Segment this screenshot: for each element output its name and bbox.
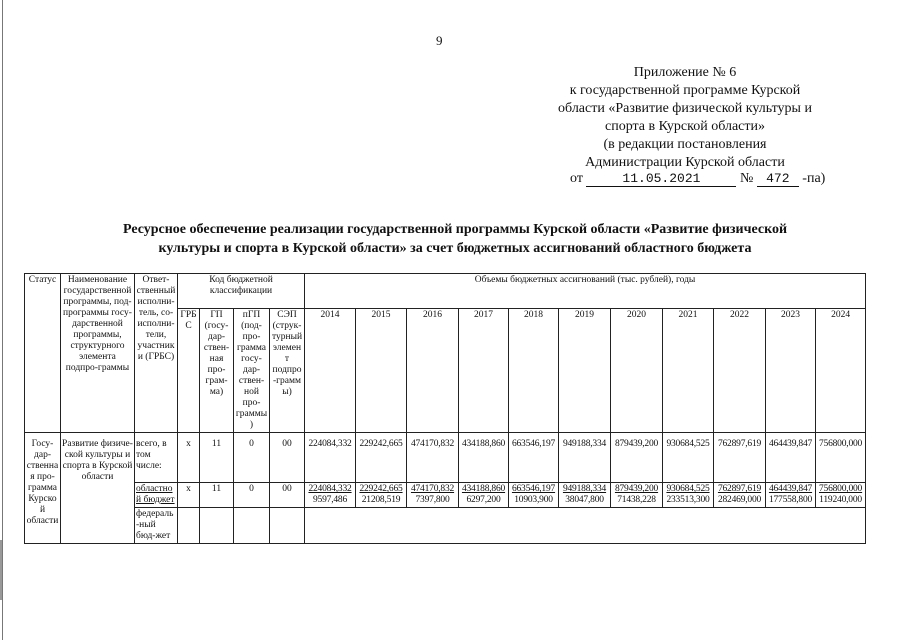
header-year: 2024	[816, 309, 866, 433]
page-edge-mark	[0, 540, 2, 600]
header-grbs: ГРБС	[178, 309, 200, 433]
cell-sep: 00	[270, 433, 305, 483]
resource-table	[24, 273, 866, 544]
cell-value-stack	[305, 483, 356, 508]
regional-value: 756800,000	[818, 484, 863, 494]
cell-value-stack	[766, 483, 816, 508]
header-budget-code: Код бюджетной классификации	[178, 274, 305, 309]
federal-value: 7397,800	[415, 495, 450, 505]
header-pgp: пГП (под-про-грамма госу-дар-ствен-ной про-граммы)	[234, 309, 270, 433]
regional-value: 930684,525	[666, 484, 710, 494]
page-number: 9	[436, 33, 443, 48]
appendix-block	[520, 64, 850, 172]
appendix-line: Приложение № 6	[633, 65, 737, 80]
source-label: всего, в том числе:	[135, 433, 178, 483]
cell-value-stack	[509, 483, 559, 508]
table-row	[25, 483, 866, 508]
cell-grbs	[178, 508, 200, 544]
regional-value: 464439,847	[768, 484, 813, 494]
cell-sep: 00	[270, 483, 305, 508]
header-name: Наименование государственной программы, под-программы госу-дарственной программы, структурного элемента подпро-граммы	[61, 274, 135, 433]
federal-value: 233513,300	[666, 495, 710, 505]
header-gp: ГП (госу-дар-ствен-ная про-грам-ма)	[200, 309, 234, 433]
appendix-line: (в редакции постановления	[603, 137, 767, 152]
cell-pgp: 0	[234, 433, 270, 483]
cell-value: 756800,000	[816, 433, 866, 483]
cell-grbs: х	[178, 433, 200, 483]
regional-value: 224084,332	[308, 484, 352, 494]
federal-value: 282469,000	[717, 495, 762, 505]
cell-value: 474170,832	[407, 433, 459, 483]
cell-gp: 11	[200, 433, 234, 483]
page-edge-line	[2, 0, 3, 640]
federal-value: 38047,800	[565, 495, 604, 505]
cell-value: 663546,197	[509, 433, 559, 483]
header-executor: Ответ-ственный исполни-тель, со-исполни-тели, участники (ГРБС)	[135, 274, 178, 433]
number-suffix: -па)	[802, 171, 826, 186]
cell-value: 434188,860	[459, 433, 509, 483]
federal-value: 119240,000	[819, 495, 862, 505]
header-year: 2017	[459, 309, 509, 433]
cell-value-stack	[356, 483, 407, 508]
federal-value: 21208,519	[361, 495, 401, 505]
cell-value: 930684,525	[663, 433, 714, 483]
cell-value: 229242,665	[356, 433, 407, 483]
header-year: 2023	[766, 309, 816, 433]
resolution-date: 11.05.2021	[586, 171, 736, 187]
number-label: №	[739, 171, 754, 186]
title-line: культуры и спорта в Курской области» за счет бюджетных ассигнований областного бюджета	[158, 241, 752, 256]
cell-value-stack	[611, 483, 663, 508]
federal-value: 71438,228	[617, 495, 656, 505]
regional-value: 949188,334	[562, 484, 607, 494]
header-year: 2019	[559, 309, 611, 433]
title-line: Ресурсное обеспечение реализации государственной программы Курской области «Развитие физической	[122, 222, 788, 237]
regional-value: 434188,860	[461, 484, 506, 494]
row-status: Госу-дар-ственная про-грамма Курской области	[25, 433, 61, 544]
header-year: 2022	[714, 309, 766, 433]
federal-value: 10903,900	[514, 495, 553, 505]
header-year: 2014	[305, 309, 356, 433]
row-name: Развитие физиче-ской культуры и спорта в Курской области	[61, 433, 135, 544]
source-label-text: областной бюджет	[136, 484, 175, 505]
federal-values-continuation	[305, 508, 866, 544]
cell-value: 464439,847	[766, 433, 816, 483]
regional-value: 229242,665	[359, 484, 403, 494]
federal-value: 6297,200	[466, 495, 501, 505]
cell-value: 949188,334	[559, 433, 611, 483]
cell-value-stack	[663, 483, 714, 508]
source-label	[135, 483, 178, 508]
header-sep: СЭП (струк-турный элемент подпро-граммы)	[270, 309, 305, 433]
cell-value-stack	[407, 483, 459, 508]
header-volumes: Объемы бюджетных ассигнований (тыс. рублей), годы	[305, 274, 866, 309]
appendix-line: Администрации Курской области	[585, 155, 785, 170]
regional-value: 879439,200	[614, 484, 659, 494]
header-year: 2018	[509, 309, 559, 433]
cell-pgp: 0	[234, 483, 270, 508]
header-year: 2021	[663, 309, 714, 433]
header-year: 2020	[611, 309, 663, 433]
cell-value-stack	[714, 483, 766, 508]
table-row	[25, 433, 866, 483]
cell-value: 879439,200	[611, 433, 663, 483]
cell-value-stack	[559, 483, 611, 508]
header-year: 2015	[356, 309, 407, 433]
from-label: от	[570, 171, 583, 186]
cell-gp	[200, 508, 234, 544]
cell-gp: 11	[200, 483, 234, 508]
regional-value: 762897,619	[717, 484, 762, 494]
resolution-dateline	[570, 171, 825, 187]
regional-value: 663546,197	[511, 484, 556, 494]
appendix-line: области «Развитие физической культуры и	[558, 101, 812, 116]
header-status: Статус	[25, 274, 61, 433]
header-year: 2016	[407, 309, 459, 433]
source-label: федераль-ный бюд-жет	[135, 508, 178, 544]
cell-value-stack	[816, 483, 866, 508]
federal-value: 177558,800	[768, 495, 813, 505]
table-row	[25, 508, 866, 544]
regional-value: 474170,832	[410, 484, 455, 494]
appendix-line: спорта в Курской области»	[604, 119, 765, 134]
resolution-number: 472	[757, 171, 799, 187]
federal-value: 9597,486	[313, 495, 348, 505]
appendix-line: к государственной программе Курской	[569, 83, 801, 98]
cell-value-stack	[459, 483, 509, 508]
cell-grbs: х	[178, 483, 200, 508]
cell-pgp	[234, 508, 270, 544]
cell-value: 762897,619	[714, 433, 766, 483]
document-title	[60, 220, 850, 258]
cell-sep	[270, 508, 305, 544]
cell-value: 224084,332	[305, 433, 356, 483]
